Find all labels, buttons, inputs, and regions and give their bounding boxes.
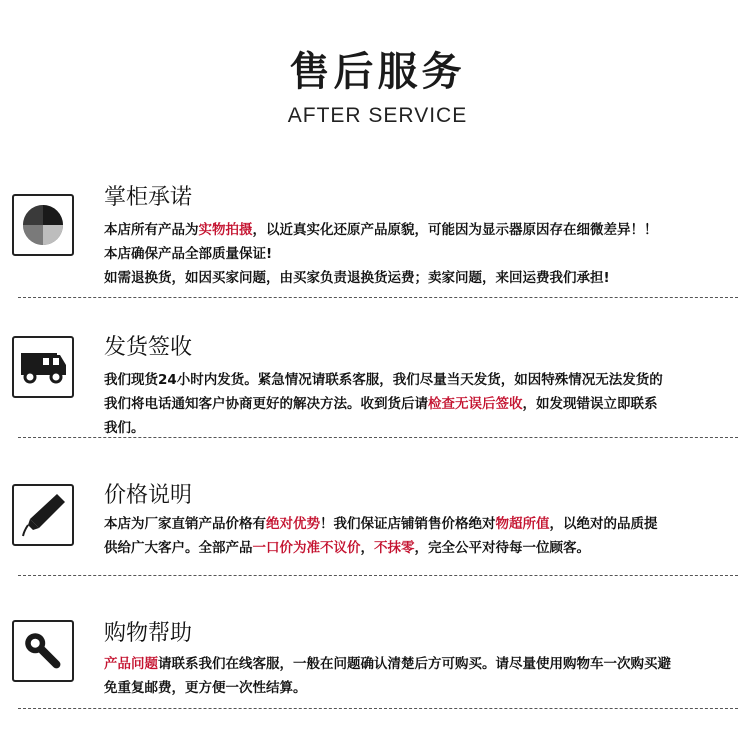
section-body bbox=[104, 652, 724, 700]
body-line bbox=[104, 242, 724, 266]
pen-icon bbox=[12, 484, 74, 546]
page-title: 售后服务 bbox=[289, 49, 466, 95]
body-line bbox=[104, 266, 724, 290]
body-line bbox=[104, 652, 724, 676]
body-text: ，以绝对的品质提 bbox=[549, 516, 658, 532]
body-text: 免重复邮费，更方便一次性结算。 bbox=[104, 680, 307, 696]
page-subtitle: AFTER SERVICE bbox=[287, 104, 468, 127]
body-text: 我们现货24小时内发货。紧急情况请联系客服，我们尽量当天发货，如因特殊情况无法发货的 bbox=[104, 372, 663, 388]
body-text: 如需退换货，如因买家问题，由买家负责退换货运费；卖家问题，来回运费我们承担! bbox=[104, 270, 610, 286]
section-title: 价格说明 bbox=[104, 483, 193, 508]
body-text: ，如发现错误立即联系 bbox=[522, 396, 658, 412]
divider bbox=[18, 575, 738, 576]
truck-icon bbox=[12, 336, 74, 398]
body-text: 本店为厂家直销产品价格有 bbox=[104, 516, 266, 532]
divider bbox=[18, 437, 738, 438]
body-text: 我们。 bbox=[104, 420, 145, 436]
body-text: 请联系我们在线客服，一般在问题确认清楚后方可购买。请尽量使用购物车一次购买避 bbox=[158, 656, 671, 672]
highlight-text: 一口价为准不议价 bbox=[252, 540, 361, 556]
highlight-text: 绝对优势 bbox=[266, 516, 320, 532]
body-text: 本店所有产品为 bbox=[104, 222, 199, 238]
body-text: ，以近真实化还原产品原貌，可能因为显示器原因存在细微差异！！ bbox=[252, 222, 658, 238]
body-text: ！我们保证店铺销售价格绝对 bbox=[320, 516, 496, 532]
body-text: 我们将电话通知客户协商更好的解决方法。收到货后请 bbox=[104, 396, 428, 412]
body-line bbox=[104, 676, 724, 700]
section-body bbox=[104, 368, 724, 440]
section-title: 发货签收 bbox=[104, 335, 193, 360]
section-title: 购物帮助 bbox=[104, 621, 193, 646]
body-text: 本店确保产品全部质量保证! bbox=[104, 246, 273, 262]
section-body bbox=[104, 512, 724, 560]
body-line bbox=[104, 392, 724, 416]
highlight-text: 物超所值 bbox=[495, 516, 550, 532]
divider bbox=[18, 297, 738, 298]
body-line bbox=[104, 218, 724, 242]
section-body bbox=[104, 218, 724, 290]
body-line bbox=[104, 368, 724, 392]
body-line bbox=[104, 512, 724, 536]
wrench-icon bbox=[12, 620, 74, 682]
body-text: 供给广大客户。全部产品 bbox=[104, 540, 253, 556]
body-line bbox=[104, 536, 724, 560]
highlight-text: 实物拍摄 bbox=[198, 222, 253, 238]
divider bbox=[18, 708, 738, 709]
highlight-text: 不抹零 bbox=[374, 540, 415, 556]
page-header bbox=[0, 48, 755, 128]
body-text: ，完全公平对待每一位顾客。 bbox=[414, 540, 590, 556]
pie-chart-icon bbox=[12, 194, 74, 256]
highlight-text: 产品问题 bbox=[104, 656, 158, 672]
section-title: 掌柜承诺 bbox=[104, 185, 193, 210]
body-text: ， bbox=[360, 540, 374, 556]
highlight-text: 检查无误后签收 bbox=[428, 396, 523, 412]
